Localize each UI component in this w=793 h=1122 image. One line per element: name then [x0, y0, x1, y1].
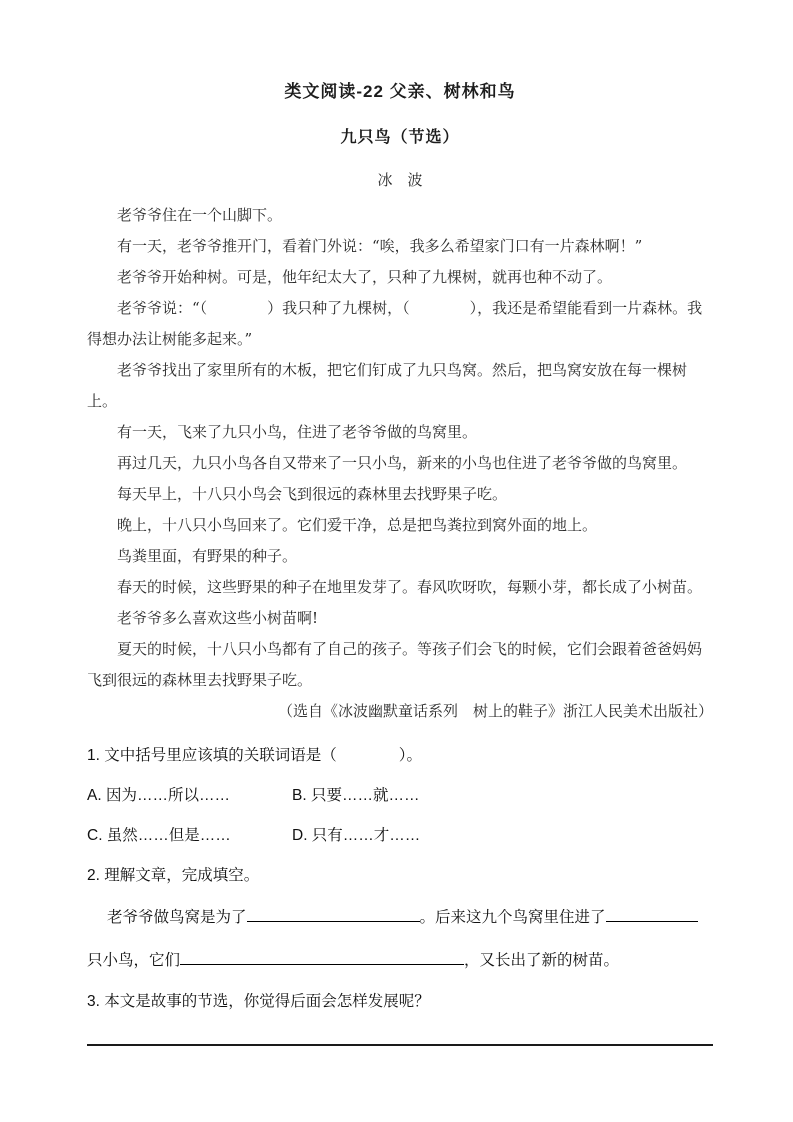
option-c: C. 虽然……但是…… — [87, 827, 231, 844]
option-d: D. 只有……才…… — [292, 827, 421, 844]
story-paragraph: 老爷爷多么喜欢这些小树苗啊! — [117, 609, 319, 627]
story-author: 冰 波 — [377, 171, 423, 189]
fill-text: 。后来这九个鸟窝里住进了 — [419, 909, 606, 926]
story-title: 九只鸟（节选） — [340, 129, 460, 146]
question-3-text: 3. 本文是故事的节选，你觉得后面会怎样发展呢？ — [87, 993, 430, 1010]
option-b: B. 只要……就…… — [292, 787, 420, 804]
worksheet-header — [87, 82, 713, 190]
story-paragraph: 老爷爷开始种树。可是，他年纪太大了，只种了九棵树，就再也种不动了。 — [117, 268, 613, 286]
story-paragraph: 每天早上，十八只小鸟会飞到很远的森林里去找野果子吃。 — [117, 485, 508, 503]
question-2-text: 2. 理解文章，完成填空。 — [87, 867, 260, 884]
story-paragraph: 有一天，老爷爷推开门，看着门外说：“唉，我多么希望家门口有一片森林啊！” — [117, 237, 643, 255]
story-paragraph: 再过几天，九只小鸟各自又带来了一只小鸟，新来的小鸟也住进了老爷爷做的鸟窝里。 — [117, 454, 688, 472]
answer-blank-2 — [606, 907, 698, 922]
story-paragraph: 夏天的时候，十八只小鸟都有了自己的孩子。等孩子们会飞的时候，它们会跟着爸爸妈妈飞到很远的森林里去找野果子吃。 — [87, 640, 703, 689]
fill-text: ，又长出了新的树苗。 — [464, 952, 620, 969]
answer-line — [87, 1044, 713, 1046]
story-paragraph: 春天的时候，这些野果的种子在地里发芽了。春风吹呀吹，每颗小芽，都长成了小树苗。 — [117, 578, 703, 596]
option-a: A. 因为……所以…… — [87, 787, 230, 804]
questions-section — [87, 736, 713, 1046]
answer-blank-1 — [247, 907, 420, 922]
fill-in-line-2 — [87, 939, 713, 982]
answer-blank-3 — [180, 950, 464, 965]
question-1-text: 1. 文中括号里应该填的关联词语是（ ）。 — [87, 747, 422, 764]
story-body — [87, 200, 713, 727]
fill-text: 老爷爷做鸟窝是为了 — [107, 909, 247, 926]
story-paragraph: 老爷爷住在一个山脚下。 — [117, 206, 283, 224]
story-paragraph: 老爷爷说：“（ ）我只种了九棵树，（ ），我还是希望能看到一片森林。我得想办法让树能多起来。” — [87, 299, 703, 348]
story-source-attribution: （选自《冰波幽默童话系列 树上的鞋子》浙江人民美术出版社） — [277, 702, 713, 720]
question-1-options — [87, 776, 713, 856]
story-paragraph: 老爷爷找出了家里所有的木板，把它们钉成了九只鸟窝。然后，把鸟窝安放在每一棵树上。 — [87, 361, 688, 410]
page-title: 类文阅读-22 父亲、树林和鸟 — [284, 82, 516, 101]
story-paragraph: 有一天，飞来了九只小鸟，住进了老爷爷做的鸟窝里。 — [117, 423, 478, 441]
fill-text: 只小鸟，它们 — [87, 952, 181, 969]
fill-in-line-1 — [87, 896, 713, 939]
story-paragraph: 鸟粪里面，有野果的种子。 — [117, 547, 298, 565]
story-paragraph: 晚上，十八只小鸟回来了。它们爱干净，总是把鸟粪拉到窝外面的地上。 — [117, 516, 598, 534]
